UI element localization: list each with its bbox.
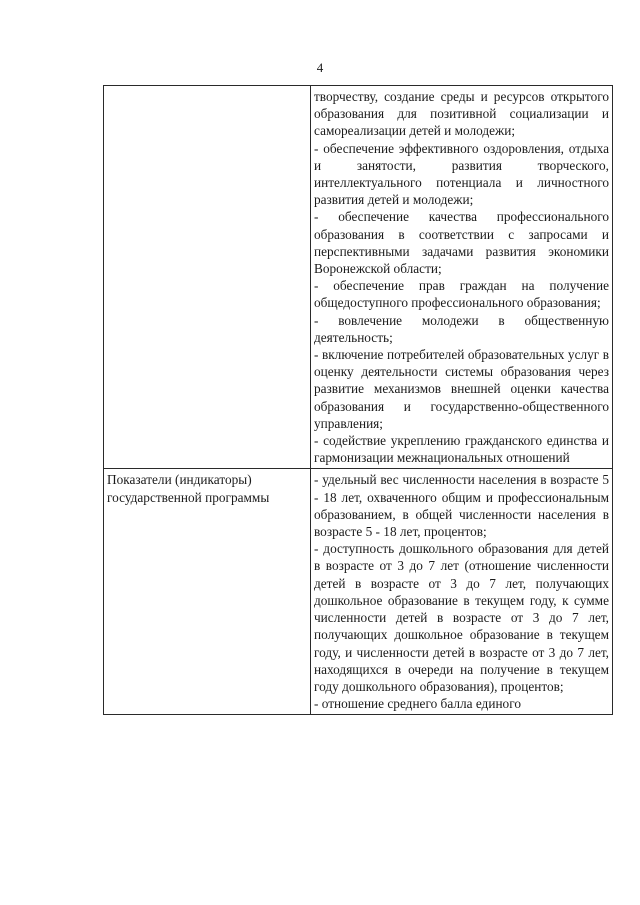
- program-passport-table: [103, 85, 613, 715]
- list-item: творчеству, создание среды и ресурсов открытого образования для позитивной социализации и самореализации детей и молодежи;: [314, 89, 609, 139]
- list-item: - вовлечение молодежи в общественную деятельность;: [314, 312, 609, 345]
- list-item: - обеспечение прав граждан на получение общедоступного профессионального образования;: [314, 278, 609, 311]
- list-item: - обеспечение качества профессионального образования в соответствии с запросами и перспективными задачами развития экономики Воронежской области;: [314, 209, 609, 277]
- list-item: - отношение среднего балла единого: [314, 696, 521, 712]
- list-item: - обеспечение эффективного оздоровления, отдыха и занятости, развития творческого, интеллектуального потенциала и личностного развития детей и молодежи;: [314, 140, 609, 208]
- list-item: - содействие укреплению гражданского единства и гармонизации межнациональных отношений: [314, 433, 609, 466]
- row-content: [311, 86, 613, 469]
- table-row: [104, 469, 613, 715]
- table-row: [104, 86, 613, 469]
- list-item: - удельный вес численности населения в возрасте 5 - 18 лет, охваченного общим и профессиональным образованием, в общей численности населения в возрасте 5 - 18 лет, процентов;: [314, 472, 609, 540]
- row-label: [104, 86, 311, 469]
- row-label: Показатели (индикаторы) государственной программы: [104, 469, 311, 715]
- list-item: - включение потребителей образовательных услуг в оценку деятельности системы образования через развитие механизмов внешней оценки качества образования и государственно-общественного управления;: [314, 347, 609, 431]
- page-number: 4: [316, 60, 324, 75]
- list-item: - доступность дошкольного образования для детей в возрасте от 3 до 7 лет (отношение численности детей в возрасте от 3 до 7 лет, получающих дошкольное образование в текущем году, к сумме численности детей в возрасте от 3 до 7 лет, получающих дошкольное образование в текущем году, и численности детей в возрасте от 3 до 7 лет, находящихся в очереди на получение в текущем году дошкольного образования), процентов;: [314, 541, 609, 694]
- row-content: [311, 469, 613, 715]
